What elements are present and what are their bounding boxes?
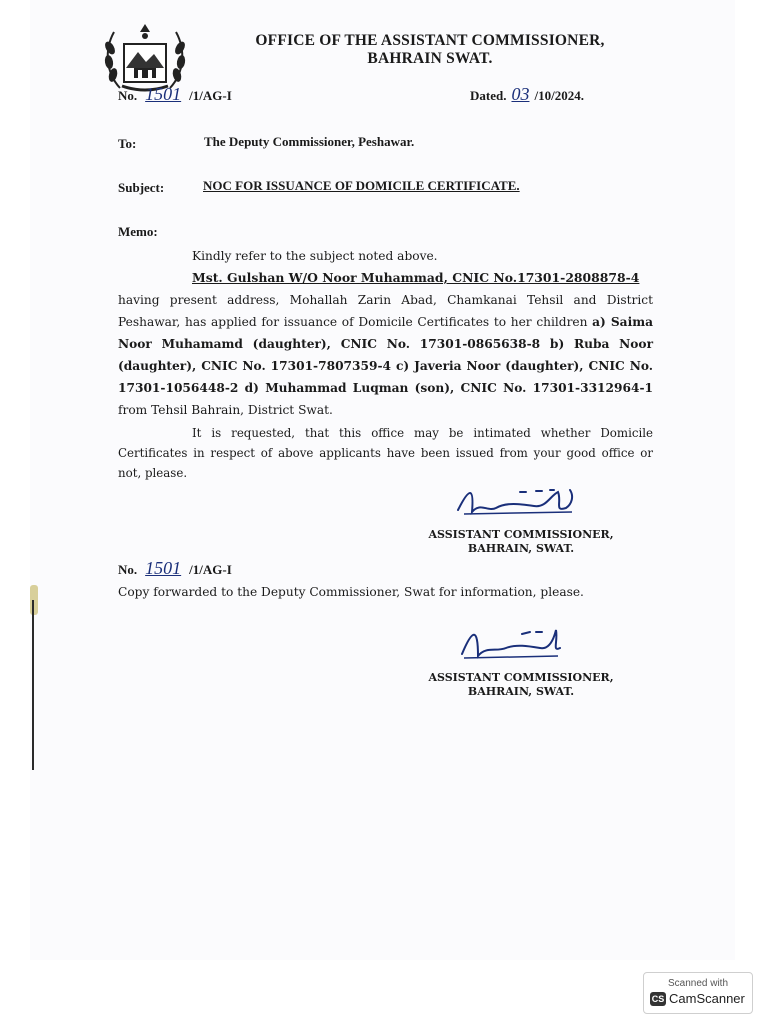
memo-paragraph-1: having present address, Mohallah Zarin Abad, Chamkanai Tehsil and District Peshawar, has applied for issuance of Domicile Certificates to her children a) Saima Noor Muhamamd (daughter), CNIC No. 17301-0865638-8 b) Ruba Noor (daughter), CNIC No. 17301-7807359-4 c) Javeria Noor (daughter), CNIC No. 17301-1056448-2 d) Muhammad Luqman (son), CNIC No. 17301-3312964-1 from Tehsil Bahrain, District Swat. [118, 293, 653, 417]
office-location: BAHRAIN SWAT. [367, 50, 493, 67]
memo-label: Memo: [118, 224, 158, 239]
signature-1-title: ASSISTANT COMMISSIONER, BAHRAIN, SWAT. [428, 528, 614, 555]
handwritten-date-day: 03 [511, 84, 530, 104]
scan-edge-line [32, 600, 34, 770]
reference-number: No. 1501 /1/AG-I [118, 84, 232, 104]
camscanner-logo-icon: CS [651, 994, 665, 1004]
camscanner-brand: CamScanner [669, 991, 745, 1006]
letter-date: Dated. 03 /10/2024. [470, 84, 584, 104]
camscanner-badge [643, 972, 753, 1014]
camscanner-caption: Scanned with [667, 978, 729, 989]
signature-2 [456, 620, 566, 666]
memo-paragraph-2: It is requested, that this office may be intimated whether Domicile Certificates in respect of above applicants have been issued from your good office or not, please. [118, 426, 653, 480]
memo-intro: Kindly refer to the subject noted above. [192, 249, 438, 263]
children-list: a) Saima Noor Muhamamd (daughter), CNIC No. 17301-0865638-8 b) Ruba Noor (daughter), CNIC No. 17301-7807359-4 c) Javeria Noor (daughter), CNIC No. 17301-1056448-2 d) Muhammad Luqman (son), CNIC No. 17301-3312964-1 [118, 315, 653, 395]
handwritten-copy-number: 1501 [145, 558, 182, 578]
to-label: To: [118, 136, 137, 151]
signature-2-title: ASSISTANT COMMISSIONER, BAHRAIN, SWAT. [428, 671, 614, 698]
handwritten-ref-number: 1501 [145, 84, 182, 104]
subject-label: Subject: [118, 180, 165, 195]
office-title: OFFICE OF THE ASSISTANT COMMISSIONER, [255, 32, 605, 49]
signature-1 [450, 482, 580, 522]
to-recipient: The Deputy Commissioner, Peshawar. [204, 134, 415, 149]
applicant-line: Mst. Gulshan W/O Noor Muhammad, CNIC No.17301-2808878-4 [192, 270, 640, 285]
copy-forwarded-text: Copy forwarded to the Deputy Commissioner, Swat for information, please. [118, 585, 584, 599]
subject-text: NOC FOR ISSUANCE OF DOMICILE CERTIFICATE. [203, 178, 520, 193]
copy-reference-number: No. 1501 /1/AG-I [118, 558, 232, 578]
